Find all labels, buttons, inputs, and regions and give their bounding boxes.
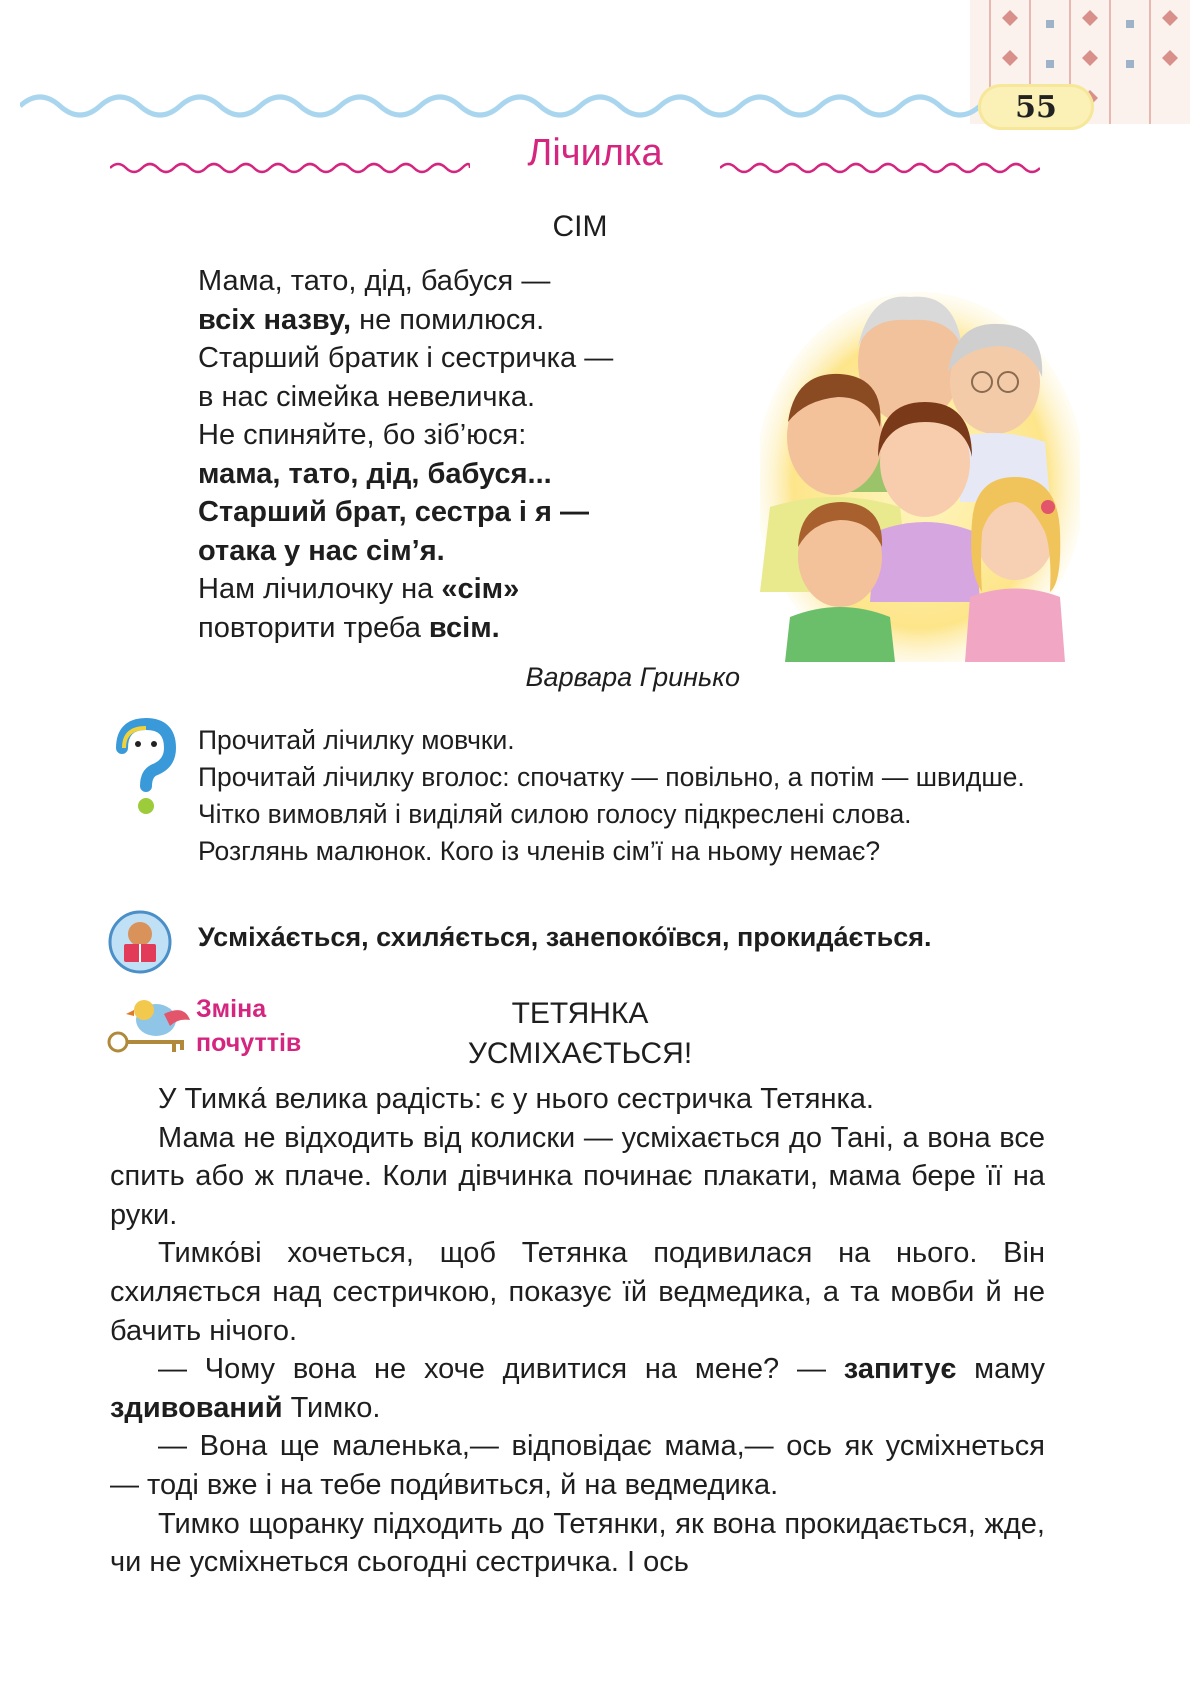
story-paragraph (110, 1234, 1045, 1350)
reading-child-icon (108, 910, 172, 974)
story-segment: — Чому вона не хоче дивитися на мене? — (158, 1353, 844, 1386)
section-title: Лічилка (527, 132, 663, 174)
poem-line (198, 378, 758, 417)
poem-line-segment: мама, тато, дід, бабуся... (198, 457, 552, 490)
poem-line-segment: отака у нас сім’я. (198, 534, 445, 567)
story-paragraph (110, 1505, 1045, 1582)
page-number: 55 (1015, 89, 1057, 125)
poem-line-segment: Не спиняйте, бо зіб’юся: (198, 419, 527, 451)
rubric-line-2: почуттів (196, 1029, 302, 1057)
poem-line (198, 493, 758, 532)
story-title-line-2: УСМІХАЄТЬСЯ! (467, 1037, 693, 1070)
story-title-line-1: ТЕТЯНКА (511, 997, 649, 1030)
page-number-badge (978, 84, 1094, 130)
poem-line (198, 532, 758, 571)
poem-line-segment: в нас сімейка невеличка. (198, 380, 536, 413)
poem-line-segment: «сім» (441, 573, 520, 605)
poem-line-segment: Нам лічилочку на (198, 573, 442, 605)
poem-line (198, 301, 758, 340)
poem-line-segment: Старший брат, сестра і я — (198, 496, 589, 528)
task-2: Прочитай лічилку вголос: спочатку — повільно, а потім — швидше. Чітко вимовляй і виділяй силою голосу підкреслені слова. (198, 762, 1025, 829)
bird-key-icon (104, 990, 196, 1060)
heading-wave-right (720, 158, 1040, 178)
poem-line (198, 416, 758, 455)
story-segment: Мама не відходить від колиски — усміхається до Тані, а вона все спить або ж плаче. Коли дівчинка починає плакати, мама бере її на руки. (110, 1121, 1045, 1231)
tasks-block (198, 722, 1058, 870)
story-segment: запитує (843, 1353, 957, 1386)
story-paragraph (110, 1350, 1045, 1427)
story-text (110, 1080, 1045, 1582)
story-segment: У Тимка́ велика радість: є у нього сестричка Тетянка. (158, 1083, 874, 1115)
story-segment: Тимко. (282, 1391, 381, 1424)
rubric-line-1: Зміна (196, 995, 267, 1023)
poem-line (198, 570, 758, 609)
story-segment: маму (956, 1353, 1045, 1386)
poem-line-segment: Старший братик і сестричка — (198, 342, 614, 374)
task-1: Прочитай лічилку мовчки. (198, 725, 515, 755)
heading-wave-left (110, 158, 470, 178)
story-paragraph (110, 1119, 1045, 1235)
rubric-label (196, 992, 301, 1060)
story-segment: здивований (110, 1391, 283, 1424)
story-paragraph (110, 1080, 1045, 1119)
poem-line-segment: не помилюся. (351, 303, 545, 336)
poem-line-segment: всіх назву, (198, 303, 352, 336)
story-segment: — Вона ще маленька,— відповідає мама,— ось як усміхнеться — тоді вже і на тебе поди́виться, й на ведмедика. (110, 1430, 1045, 1501)
poem-line (198, 339, 758, 378)
poem-title: СІМ (552, 210, 608, 243)
story-segment: Тимко́ві хочеться, щоб Тетянка подивилася на нього. Він схиляється над сестричкою, показує їй ведмедика, а та мовби й не бачить нічого. (110, 1237, 1045, 1347)
story-title (430, 994, 730, 1074)
story-segment: Тимко щоранку підходить до Тетянки, як вона прокидається, жде, чи не усміхнеться сьогодні сестричка. І ось (110, 1507, 1045, 1579)
top-wave-decoration (20, 86, 980, 126)
vocabulary-words: Усміха́ється, схиля́ється, занепоко́ївся, прокида́ється. (198, 922, 932, 952)
poem-line-segment: повторити треба (198, 611, 429, 644)
story-paragraph (110, 1427, 1045, 1504)
poem-line-segment: всім. (428, 611, 500, 644)
question-icon (108, 718, 178, 818)
poem-line (198, 609, 758, 648)
family-illustration (760, 262, 1080, 662)
task-3: Розглянь малюнок. Кого із членів сім’ї на ньому немає? (198, 836, 881, 866)
poem-text (198, 262, 758, 647)
poem-line (198, 455, 758, 494)
poem-author: Варвара Гринько (525, 662, 740, 692)
poem-line (198, 262, 758, 301)
poem-line-segment: Мама, тато, дід, бабуся — (198, 265, 551, 297)
